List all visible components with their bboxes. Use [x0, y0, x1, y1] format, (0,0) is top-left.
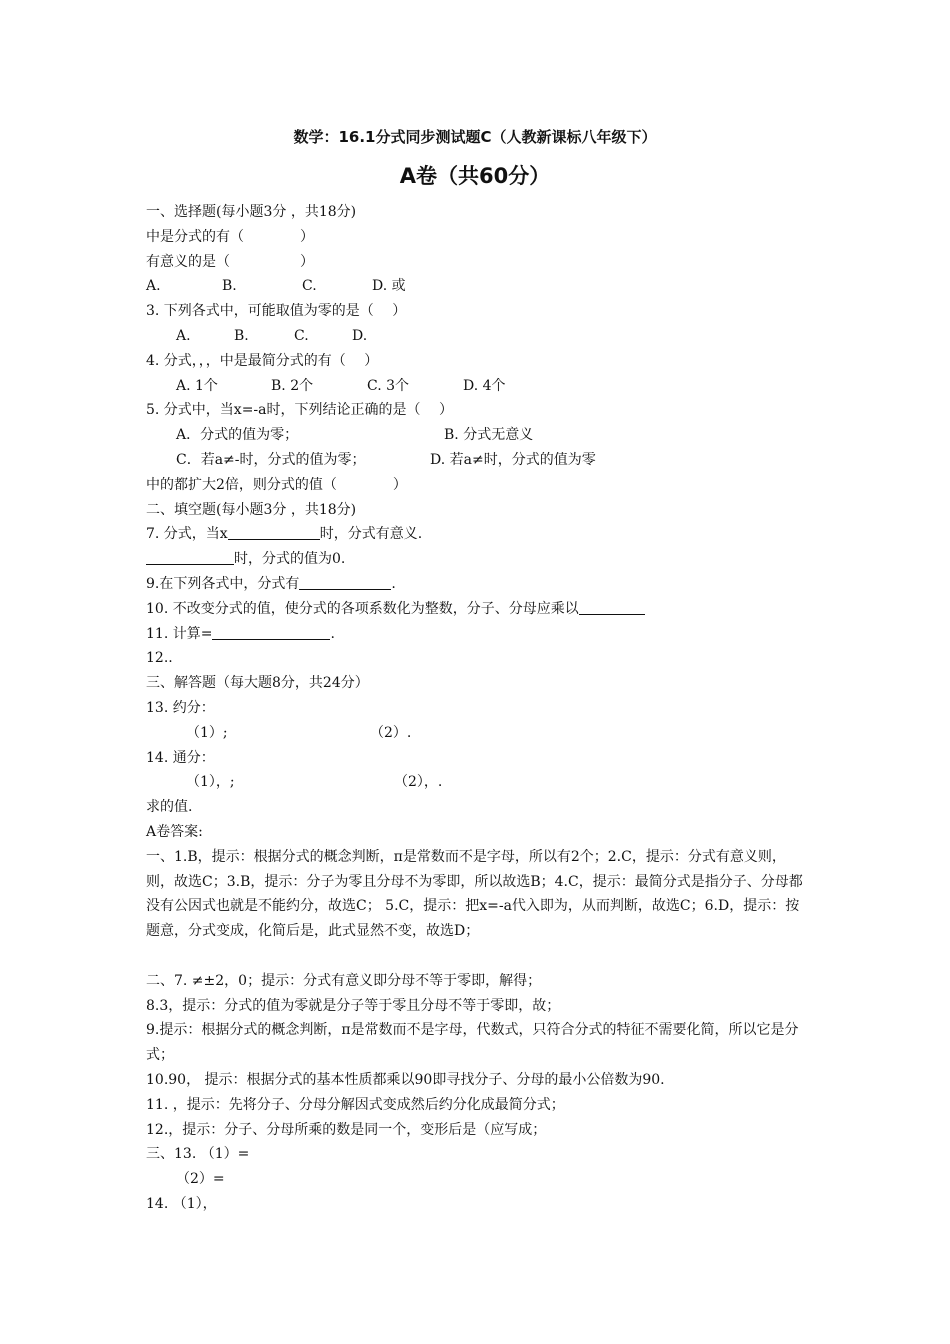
option-b: B.: [234, 327, 249, 344]
option-a: A.: [146, 278, 161, 295]
option-b: B. 分式无意义: [444, 427, 534, 444]
option-d: D.: [352, 327, 368, 344]
question-5-options-cd: [146, 448, 810, 473]
question-9-text-end: .: [391, 575, 396, 592]
answer-blank: [579, 600, 645, 615]
option-c: C．若a≠-时，分式的值为零；: [176, 451, 366, 468]
question-3: 3. 下列各式中，可能取值为零的是（ ）: [146, 303, 407, 320]
question-6: 中的都扩大2倍，则分式的值（ ）: [146, 476, 407, 493]
doc-body: [146, 200, 810, 1217]
question-9-text: 9.在下列各式中，分式有: [146, 575, 300, 592]
question-12: 12..: [146, 650, 173, 667]
section-fill-heading: 二、填空题(每小题3分 ，共18分): [146, 501, 357, 518]
doc-title: 数学：16.1分式同步测试题C（人教新课标八年级下）: [293, 128, 657, 146]
option-c: C. 3个: [367, 377, 410, 394]
answer-blank: [146, 550, 234, 565]
option-b: B.: [222, 278, 237, 295]
question-3-options: [146, 324, 810, 349]
answer-blank: [212, 625, 330, 640]
question-2: 有意义的是（ ）: [146, 253, 314, 270]
question-10: [146, 597, 810, 622]
option-d: D. 或: [372, 278, 406, 295]
question-5: 5. 分式中，当x=-a时，下列结论正确的是（ ）: [146, 402, 453, 419]
option-a: A.: [176, 327, 191, 344]
question-13: 13. 约分：: [146, 699, 215, 716]
question-1: 中是分式的有（ ）: [146, 228, 314, 245]
section-solve-heading: 三、解答题（每大题8分，共24分）: [146, 675, 369, 692]
question-11-text: 11. 计算=: [146, 625, 213, 642]
question-4: 4. 分式，，，中是最简分式的有（ ）: [146, 352, 379, 369]
question-13-part-1: （1）;: [186, 724, 228, 741]
question-14: 14. 通分：: [146, 749, 215, 766]
answer-7: 二、7. ≠±2，0；提示：分式有意义即分母不等于零即，解得；: [146, 972, 542, 989]
answer-blank: [228, 525, 320, 540]
answer-section-1: 一、1.B，提示：根据分式的概念判断，π是常数而不是字母，所以有2个；2.C，提示：分式有意义则，则，故选C；3.B，提示：分子为零且分母不为零即，所以故选B；4.C，提示：最简分式是指分子、分母都没有公因式也就是不能约分，故选C； 5.C，提示：把x=-a代入即为，从而判断，故选C；6.D，提示：按题意，分式变成，化简后是，此式显然不变，故选D；: [146, 848, 803, 940]
question-7-text: 7. 分式，当x: [146, 526, 228, 543]
option-a: A. 1个: [176, 377, 218, 394]
question-14-part-2: （2），.: [394, 774, 443, 791]
question-2-options: [146, 274, 810, 299]
question-7-text-end: 时，分式有意义.: [319, 526, 423, 543]
question-8: [146, 547, 810, 572]
question-13-parts: [146, 721, 810, 746]
answer-blank: [299, 575, 391, 590]
answer-13-part-1: 三、13. （1）=: [146, 1146, 250, 1163]
section-title: A卷（共60分）: [399, 164, 551, 188]
option-d: D. 若a≠时，分式的值为零: [430, 451, 596, 468]
answer-10: 10.90， 提示：根据分式的基本性质都乘以90即寻找分子、分母的最小公倍数为90.: [146, 1071, 665, 1088]
question-4-options: [146, 374, 810, 399]
question-11-text-end: .: [330, 625, 335, 642]
question-15: 求的值.: [146, 799, 193, 816]
question-5-options-ab: [146, 423, 810, 448]
answer-9: 9.提示：根据分式的概念判断，π是常数而不是字母，代数式，只符合分式的特征不需要化简，所以它是分式；: [146, 1022, 799, 1064]
answer-12: 12.，提示：分子、分母所乘的数是同一个，变形后是（应写成；: [146, 1121, 547, 1138]
answer-8: 8.3，提示：分式的值为零就是分子等于零且分母不等于零即，故；: [146, 997, 561, 1014]
question-10-text: 10. 不改变分式的值，使分式的各项系数化为整数，分子、分母应乘以: [146, 600, 579, 617]
option-c: C.: [302, 278, 317, 295]
answer-14: 14. （1），: [146, 1195, 217, 1212]
question-13-part-2: （2）.: [370, 724, 412, 741]
answer-13-part-2: （2）=: [176, 1171, 225, 1188]
question-14-parts: [146, 770, 810, 795]
option-c: C.: [294, 327, 309, 344]
option-b: B. 2个: [271, 377, 314, 394]
question-9: [146, 572, 810, 597]
answer-key-heading: A卷答案:: [146, 823, 203, 840]
question-7: [146, 522, 810, 547]
option-d: D. 4个: [463, 377, 506, 394]
question-8-text: 时，分式的值为0.: [234, 551, 346, 568]
answer-11: 11. ，提示：先将分子、分母分解因式变成然后约分化成最简分式；: [146, 1096, 565, 1113]
question-11: [146, 622, 810, 647]
question-14-part-1: （1），;: [186, 774, 235, 791]
option-a: A．分式的值为零；: [176, 427, 299, 444]
section-choice-heading: 一、选择题(每小题3分 ，共18分): [146, 204, 357, 220]
